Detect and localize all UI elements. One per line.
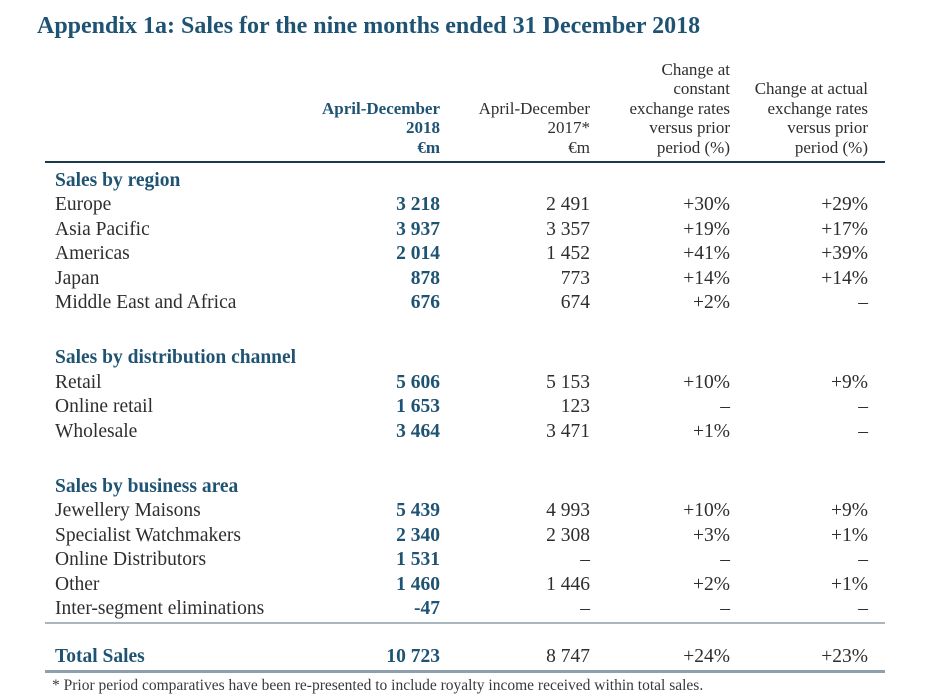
value-change-actual: +14% bbox=[821, 267, 868, 289]
value-change-actual: – bbox=[730, 597, 885, 623]
table-row bbox=[45, 420, 885, 445]
table-row bbox=[45, 395, 885, 420]
value-change-constant: +2% bbox=[693, 573, 730, 595]
row-label: Wholesale bbox=[55, 420, 138, 442]
value-2018: 3 937 bbox=[396, 218, 440, 240]
table-row bbox=[45, 371, 885, 396]
value-change-actual: +9% bbox=[831, 371, 868, 393]
total-sales-row bbox=[45, 644, 885, 672]
row-label: Inter-segment eliminations bbox=[45, 597, 280, 623]
value-2018: 2 014 bbox=[396, 243, 440, 264]
value-2017: 5 153 bbox=[546, 371, 590, 393]
value-change-constant: +3% bbox=[693, 524, 730, 546]
value-change-constant: +24% bbox=[590, 644, 730, 672]
column-header-april-december-2018: April-December 2018 €m bbox=[280, 42, 440, 162]
value-change-constant: +14% bbox=[683, 267, 730, 289]
value-change-actual: – bbox=[858, 292, 868, 313]
table-row bbox=[45, 524, 885, 549]
value-2017: – bbox=[440, 597, 590, 623]
value-change-actual: +1% bbox=[831, 524, 868, 546]
row-label: Total Sales bbox=[45, 644, 280, 672]
value-change-constant: +10% bbox=[683, 371, 730, 393]
value-change-constant: +1% bbox=[693, 420, 730, 442]
table-row bbox=[45, 548, 885, 573]
row-label: Online Distributors bbox=[55, 549, 207, 570]
table-row bbox=[45, 597, 885, 623]
row-label: Middle East and Africa bbox=[55, 292, 237, 313]
value-2017: 3 357 bbox=[546, 218, 590, 240]
section-heading-distribution-channel: Sales by distribution channel bbox=[55, 347, 297, 368]
value-2018: 676 bbox=[410, 292, 440, 313]
value-change-constant: +30% bbox=[683, 194, 730, 215]
page-title: Appendix 1a: Sales for the nine months ended 31 December 2018 bbox=[37, 13, 701, 39]
table-row bbox=[45, 573, 885, 598]
value-2017: 1 446 bbox=[546, 573, 590, 595]
row-label: Asia Pacific bbox=[55, 218, 150, 240]
row-label: Retail bbox=[55, 371, 102, 393]
value-change-actual: +9% bbox=[831, 500, 868, 521]
row-label: Specialist Watchmakers bbox=[55, 524, 241, 546]
spacer-row bbox=[45, 623, 885, 644]
table-header bbox=[45, 42, 885, 162]
value-2018: -47 bbox=[280, 597, 440, 623]
value-change-constant: +19% bbox=[683, 218, 730, 240]
value-2017: 123 bbox=[560, 396, 590, 417]
value-2018: 3 218 bbox=[396, 194, 440, 215]
column-header-change-actual: Change at actual exchange rates versus prior period (%) bbox=[730, 42, 885, 162]
value-change-actual: +17% bbox=[821, 218, 868, 240]
header-row bbox=[45, 42, 885, 162]
table-row bbox=[45, 499, 885, 524]
value-change-actual: +1% bbox=[831, 573, 868, 595]
table-row bbox=[45, 291, 885, 316]
value-change-constant: – bbox=[720, 549, 730, 570]
section-heading-business-area: Sales by business area bbox=[55, 475, 239, 497]
value-2017: 3 471 bbox=[546, 420, 590, 442]
value-2018: 3 464 bbox=[396, 420, 440, 442]
value-change-constant: – bbox=[720, 396, 730, 417]
row-label: Other bbox=[55, 573, 100, 595]
value-2018: 2 340 bbox=[396, 524, 440, 546]
row-label: Japan bbox=[55, 267, 100, 289]
value-change-actual: +23% bbox=[730, 644, 885, 672]
sales-table bbox=[45, 42, 885, 673]
value-2018: 5 439 bbox=[396, 500, 440, 521]
value-2018: 5 606 bbox=[396, 371, 440, 393]
row-label: Online retail bbox=[55, 396, 154, 417]
value-2018: 1 653 bbox=[396, 396, 440, 417]
table-row bbox=[45, 267, 885, 292]
value-change-actual: +29% bbox=[821, 194, 868, 215]
value-change-actual: – bbox=[858, 396, 868, 417]
value-2017: 674 bbox=[560, 292, 590, 313]
value-2018: 10 723 bbox=[280, 644, 440, 672]
row-label: Jewellery Maisons bbox=[55, 500, 201, 521]
value-2017: 1 452 bbox=[546, 243, 590, 264]
row-label: Europe bbox=[55, 194, 112, 215]
value-change-constant: +2% bbox=[693, 292, 730, 313]
table-row bbox=[45, 218, 885, 243]
column-header-change-constant: Change at constant exchange rates versus prior period (%) bbox=[590, 42, 730, 162]
column-header-april-december-2017: April-December 2017* €m bbox=[440, 42, 590, 162]
value-change-constant: +41% bbox=[683, 243, 730, 264]
section-heading-region: Sales by region bbox=[55, 169, 181, 191]
value-2017: 4 993 bbox=[546, 500, 590, 521]
value-2018: 878 bbox=[410, 267, 440, 289]
value-2018: 1 460 bbox=[396, 573, 440, 595]
value-2017: 773 bbox=[560, 267, 590, 289]
table-row bbox=[45, 193, 885, 218]
value-2018: 1 531 bbox=[396, 549, 440, 570]
value-2017: 8 747 bbox=[440, 644, 590, 672]
value-change-actual: – bbox=[858, 549, 868, 570]
value-change-actual: +39% bbox=[821, 243, 868, 264]
value-2017: 2 308 bbox=[546, 524, 590, 546]
value-2017: 2 491 bbox=[546, 194, 590, 215]
value-change-constant: +10% bbox=[683, 500, 730, 521]
footnote: * Prior period comparatives have been re-presented to include royalty income received within total sales. bbox=[52, 676, 704, 694]
table-row bbox=[45, 242, 885, 267]
value-2017: – bbox=[580, 549, 590, 570]
header-empty-cell bbox=[45, 42, 280, 162]
value-change-actual: – bbox=[858, 420, 868, 442]
row-label: Americas bbox=[55, 243, 130, 264]
value-change-constant: – bbox=[590, 597, 730, 623]
